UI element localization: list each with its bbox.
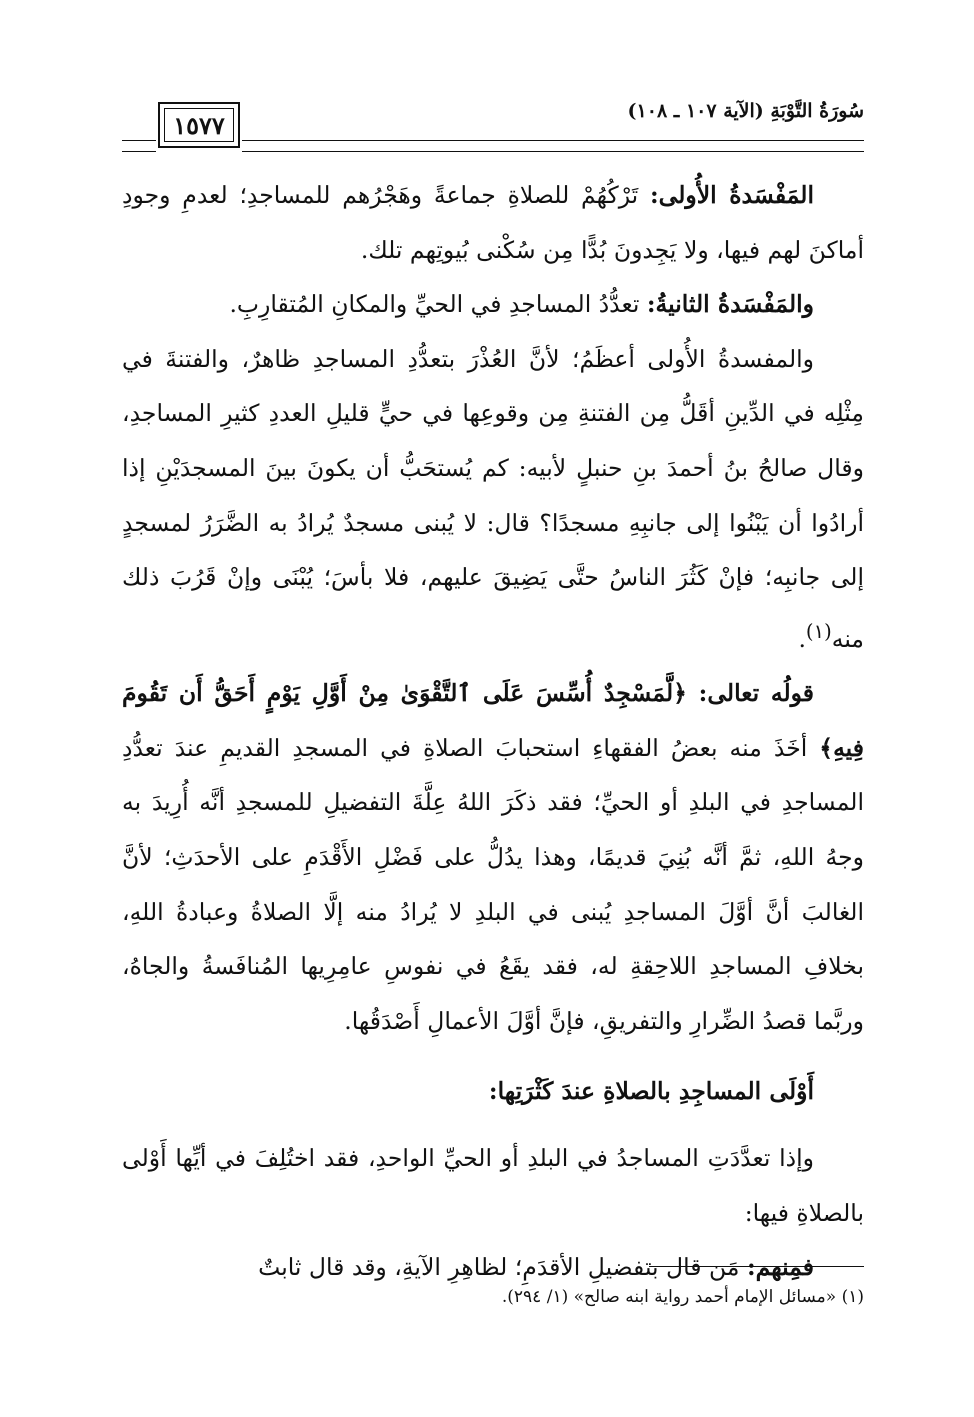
footnote-separator (649, 1266, 864, 1267)
section-heading: أَوْلَى المساجِدِ بالصلاةِ عندَ كَثْرَتِها: (488, 1077, 814, 1106)
verse-range: (الآية ١٠٧ ـ ١٠٨) (627, 100, 764, 122)
paragraph-verse-commentary (122, 666, 864, 1048)
comparison-end: . (798, 624, 806, 653)
page-header (122, 96, 864, 160)
page-number: ١٥٧٧ (173, 110, 225, 140)
comparison-text: والمفسدةُ الأُولى أعظَمُ؛ لأنَّ العُذْرَ بتعدُّدِ المساجدِ ظاهرٌ، والفتنةَ في مِثْلِه في الدِّينِ أقَلُّ مِن الفتنةِ مِن وقوعِها في حيٍّ قليلِ العددِ كثيرِ المساجدِ، وقال صالحُ بنُ أحمدَ بنِ حنبلٍ لأبيه: كم يُستحَبُّ أن يكونَ بينَ المسجدَيْنِ إذا أرادُوا أن يَبْنُوا إلى جانبِهِ مسجدًا؟ قال: لا يُبنى مسجدٌ يُرادُ به الضَّرَرُ لمسجدٍ إلى جانبِه؛ فإنْ كَثُرَ الناسُ حتَّى يَضِيقَ عليهم، فلا بأسَ؛ يُبْنَى وإنْ قَرُبَ ذلك منه (122, 344, 864, 653)
surah-title: سُورَةُ التَّوْبَةِ (770, 100, 864, 122)
main-text (122, 168, 864, 1295)
header-double-rule-left (122, 140, 156, 152)
paragraph-multiple-mosques (122, 1131, 864, 1240)
first-opinion-text: مَن قال بتفضيلِ الأقدَمِ؛ لظاهِرِ الآيةِ، وقد قال ثابتٌ (258, 1253, 747, 1282)
paragraph-comparison (122, 332, 864, 666)
first-harm-text: تَرْكُهُمْ للصلاةِ جماعةً وهَجْرُهم للمساجدِ؛ لعدمِ وجودِ أماكنَ لهم فيها، ولا يَجِدونَ بُدًّا مِن سُكْنى بُيوتِهم تلك. (122, 181, 864, 264)
second-harm-text: تعدُّدُ المساجدِ في الحيِّ والمكانِ المُتقارِبِ. (229, 290, 647, 319)
running-title (628, 100, 864, 122)
verse-commentary-text: أخَذَ منه بعضُ الفقهاءِ استحبابَ الصلاةِ في المسجدِ القديمِ عندَ تعدُّدِ المساجدِ في البلدِ أو الحيِّ؛ فقد ذكَرَ اللهُ عِلَّةَ التفضيلِ للمسجدِ أنَّه أُرِيدَ به وجهُ اللهِ، ثمَّ أنَّه بُنِيَ قديمًا، وهذا يدُلُّ على فَضْلِ الأَقْدَمِ على الأحدَثِ؛ لأنَّ الغالبَ أنَّ أوَّلَ المساجدِ يُبنى في البلدِ لا يُرادُ منه إلَّا الصلاةُ وعبادةُ اللهِ، بخلافِ المساجدِ اللاحِقةِ له، فقد يقَعُ في نفوسِ عامِرِيها المُنافَسةُ والجاهُ، وربَّما قصدُ الضِّرارِ والتفريقِ، فإنَّ أوَّلَ الأعمالِ أَصْدَقُها. (122, 733, 864, 1035)
header-double-rule (242, 140, 864, 152)
first-opinion-heading: فمِنهم: (746, 1253, 814, 1282)
verse-intro: قولُه تعالى: (698, 679, 814, 708)
paragraph-second-harm (122, 277, 864, 332)
page-number-box (158, 102, 240, 148)
first-harm-heading: المَفْسَدةُ الأُولى: (650, 181, 814, 209)
quran-verse: ﴿لَّمَسْجِدٌ أُسِّسَ عَلَى ٱلتَّقْوَىٰ مِنْ أَوَّلِ يَوْمٍ أَحَقُّ أَن تَقُومَ فِيهِ﴾ (122, 679, 864, 762)
second-harm-heading: والمَفْسَدةُ الثانيةُ: (646, 290, 814, 319)
footnote-reference[interactable]: (١) (805, 619, 832, 643)
multiple-mosques-text: وإذا تعدَّدَتِ المساجدُ في البلدِ أو الحيِّ الواحدِ، فقد اختُلِفَ في أيِّها أَوْلى بالصلاةِ فيها: (122, 1143, 864, 1227)
paragraph-first-harm (122, 168, 864, 277)
footnote: (١) «مسائل الإمام أحمد رواية ابنه صالح» (١/ ٢٩٤). (501, 1287, 864, 1307)
